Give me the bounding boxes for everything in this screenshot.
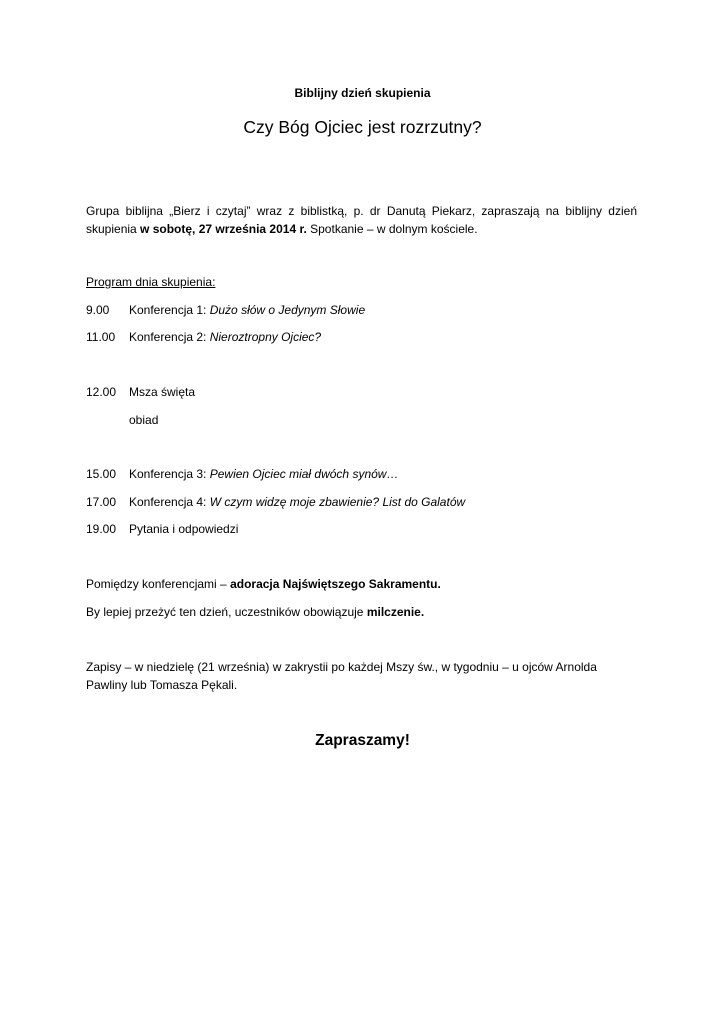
document-title: Czy Bóg Ojciec jest rozrzutny? [243, 117, 482, 137]
program-label: Konferencja 2: [129, 330, 210, 344]
program-title: Nieroztropny Ojciec? [209, 330, 322, 344]
intro-location: Spotkanie – w dolnym kościele. [306, 222, 478, 236]
program-item [86, 330, 321, 344]
registration-paragraph: Zapisy – w niedzielę (21 września) w zakrystii po każdej Mszy św., w tygodniu – u ojców Arnolda Pawliny lub Tomasza Pękali. [86, 660, 597, 692]
program-title: Dużo słów o Jedynym Słowie [209, 303, 366, 317]
program-item [86, 413, 158, 427]
program-title: W czym widzę moje zbawienie? List do Galatów [209, 495, 466, 509]
program-label: Konferencja 1: [129, 303, 210, 317]
program-item [86, 522, 238, 536]
program-label: obiad [129, 413, 159, 427]
program-time: 12.00 [86, 385, 117, 399]
program-label: Pytania i odpowiedzi [129, 522, 239, 536]
silence-paragraph [86, 603, 637, 621]
adoration-text: Pomiędzy konferencjami – [86, 577, 231, 591]
program-time: 15.00 [86, 467, 117, 481]
program-heading: Program dnia skupienia: [86, 275, 216, 289]
program-time: 11.00 [86, 330, 116, 344]
intro-date: w sobotę, 27 września 2014 r. [140, 222, 307, 236]
adoration-emphasis: adoracja Najświętszego Sakramentu. [230, 577, 441, 591]
program-time: 9.00 [86, 303, 110, 317]
program-item [86, 303, 365, 317]
intro-text: Grupa biblijna „Bierz i czytaj” wraz z biblistką, p. dr Danutą Piekarz, zapraszają na biblijny dzień skupienia [86, 204, 637, 236]
program-item [86, 385, 195, 399]
intro-paragraph [86, 202, 637, 238]
program-label: Msza święta [129, 385, 196, 399]
program-label: Konferencja 3: [129, 467, 210, 481]
closing-invitation: Zapraszamy! [315, 732, 410, 749]
program-item [86, 467, 398, 481]
adoration-paragraph [86, 575, 637, 593]
program-time: 19.00 [86, 522, 117, 536]
program-label: Konferencja 4: [129, 495, 210, 509]
program-time: 17.00 [86, 495, 117, 509]
document-subtitle: Biblijny dzień skupienia [294, 86, 431, 100]
silence-emphasis: milczenie. [366, 605, 425, 619]
silence-text: By lepiej przeżyć ten dzień, uczestników obowiązuje [86, 605, 367, 619]
program-item [86, 495, 465, 509]
program-title: Pewien Ojciec miał dwóch synów… [209, 467, 399, 481]
